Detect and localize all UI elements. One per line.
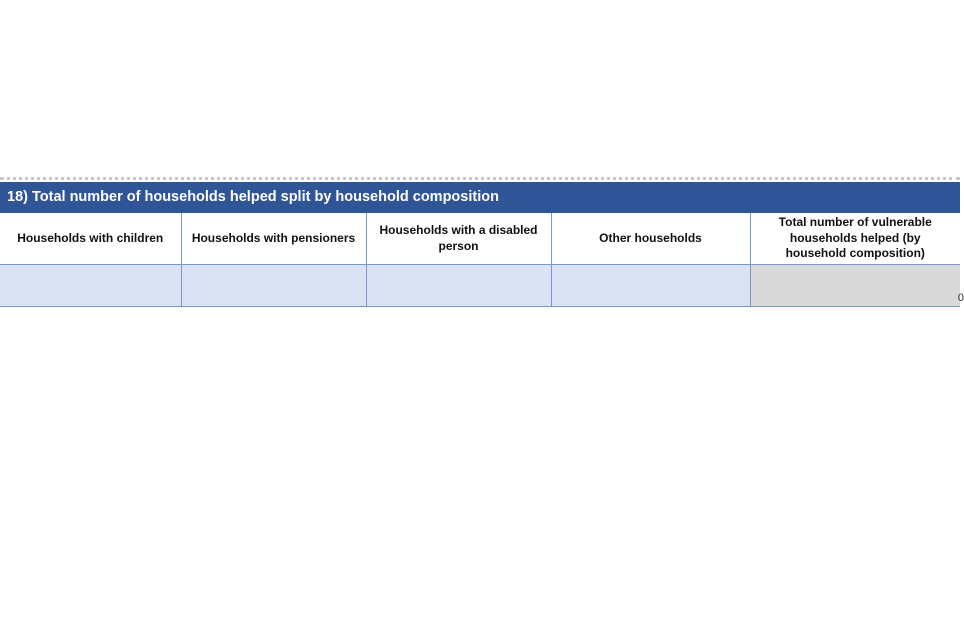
input-cell-other[interactable]: [551, 265, 750, 307]
input-cell-pensioners[interactable]: [181, 265, 366, 307]
composition-table: [0, 213, 964, 307]
total-value: 0: [957, 292, 964, 304]
column-header-pensioners: Households with pensioners: [181, 213, 366, 265]
column-header-other: Other households: [551, 213, 750, 265]
table-row: [0, 265, 960, 307]
column-header-children: Households with children: [0, 213, 181, 265]
section-title: 18) Total number of households helped split by household composition: [0, 182, 960, 213]
header-row: [0, 213, 960, 265]
page-break-line: [0, 177, 960, 180]
input-cell-children[interactable]: [0, 265, 181, 307]
input-cell-disabled[interactable]: [366, 265, 551, 307]
column-header-total: Total number of vulnerable households helped (by household composition): [750, 213, 960, 265]
column-header-disabled: Households with a disabled person: [366, 213, 551, 265]
total-cell[interactable]: [750, 265, 964, 307]
